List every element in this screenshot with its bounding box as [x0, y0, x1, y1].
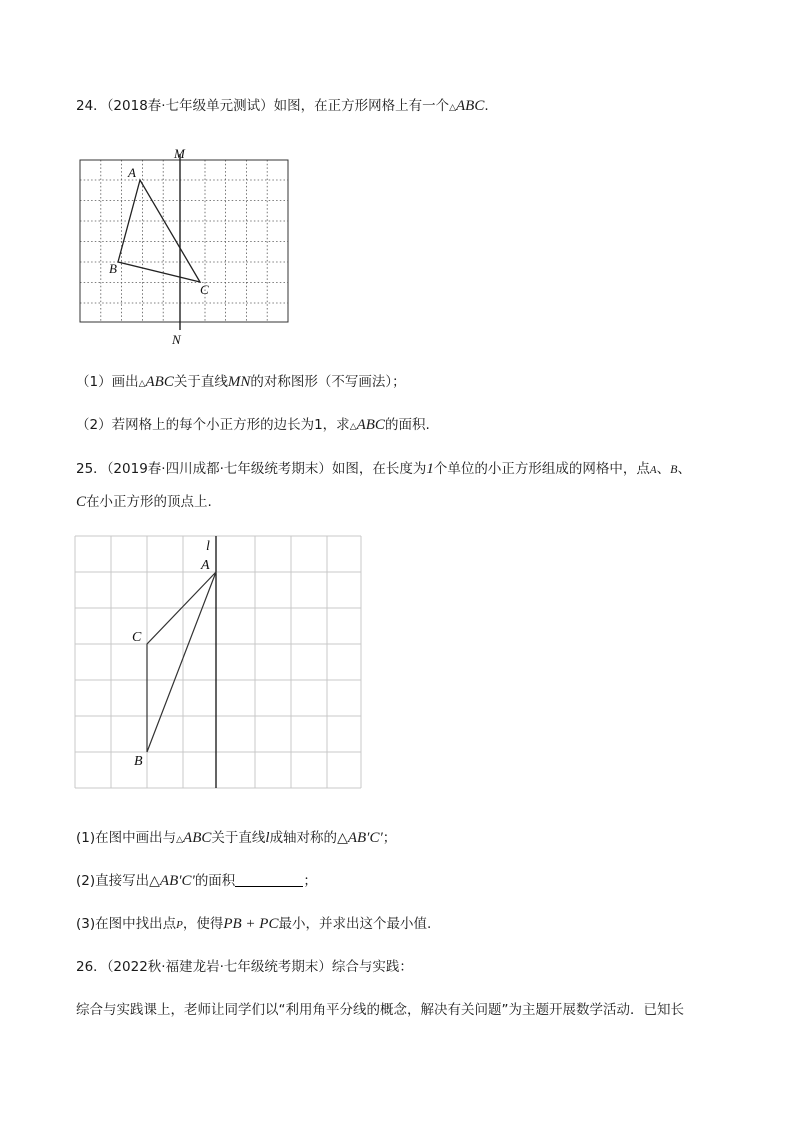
q25-p1-l: l [265, 830, 270, 846]
q25-p1-abc2: AB′C′ [347, 830, 383, 846]
q25-point-b: B [670, 462, 678, 476]
q24-part1 [76, 372, 406, 394]
q26-body: 综合与实践课上，老师让同学们以“利用角平分线的概念，解决有关问题”为主题开展数学活动．已知长 [76, 1002, 684, 1018]
q24-figure [76, 146, 296, 346]
q25-sep1: 、 [656, 461, 671, 477]
q25-point-c: C [76, 494, 87, 510]
q25-part1 [76, 828, 396, 850]
q25-p2-prefix: (2)直接写出 [76, 873, 150, 889]
q24-text: 如图，在正方形网格上有一个 [273, 98, 450, 114]
q25-grid [75, 536, 361, 788]
q25-number: 25． [76, 461, 107, 477]
q24-source: （2018春·七年级单元测试） [106, 98, 274, 114]
triangle-symbol-icon: △ [349, 422, 357, 432]
q25-text2: 个单位的小正方形组成的网格中，点 [433, 461, 650, 477]
q24-p1-prefix: （1）画出 [76, 374, 139, 390]
q25-title [76, 459, 691, 480]
q25-point-a: A [649, 464, 657, 476]
q24-end: . [484, 98, 489, 114]
q25-triangle-abc [147, 572, 216, 752]
q25-source: （2019春·四川成都·七年级统考期末） [106, 461, 332, 477]
q25-label-l: l [206, 539, 210, 554]
triangle-symbol-icon: △ [449, 103, 457, 113]
q25-title-line2 [76, 492, 212, 512]
q24-grid-border [80, 160, 288, 322]
q25-p2-abc: AB′C′ [159, 873, 195, 889]
q25-label-b: B [134, 754, 143, 769]
triangle-symbol-icon: △ [149, 873, 160, 889]
q24-label-c: C [200, 282, 209, 297]
q25-label-c: C [132, 630, 142, 645]
triangle-symbol-icon: △ [337, 830, 348, 846]
q24-part2 [76, 415, 430, 437]
q25-p3-suffix: 最小，并求出这个最小值. [278, 916, 432, 932]
q26-source: （2022秋·福建龙岩·七年级统考期末） [106, 959, 332, 975]
triangle-symbol-icon: △ [138, 379, 146, 389]
q25-p3-expr: PB + PC [223, 916, 279, 932]
q25-p1-suffix: ； [382, 830, 397, 846]
q24-p1-mn: MN [227, 374, 251, 390]
q24-abc: ABC [456, 98, 485, 114]
q24-grid [80, 160, 288, 322]
q25-one: 1 [426, 461, 434, 477]
q25-p2-suffix: ； [303, 873, 317, 889]
q24-p1-mid: 关于直线 [173, 374, 228, 390]
q26-number: 26． [76, 959, 107, 975]
q24-label-b: B [109, 261, 117, 276]
q25-p3-mid: ，使得 [182, 916, 224, 932]
q24-p2-abc: ABC [356, 417, 385, 433]
q25-p1-mid2: 成轴对称的 [269, 830, 338, 846]
q25-p1-prefix: (1)在图中画出与 [76, 830, 177, 846]
q26-title [76, 957, 413, 977]
q25-line2: 在小正方形的顶点上. [86, 494, 212, 510]
q24-p1-abc: ABC [145, 374, 174, 390]
q24-label-a: A [128, 165, 136, 180]
q25-p2-mid: 的面积 [194, 873, 236, 889]
q24-label-m: M [174, 146, 185, 161]
q24-title [76, 96, 489, 118]
q25-part3 [76, 914, 431, 935]
answer-blank[interactable] [235, 872, 303, 887]
q25-sep2: 、 [677, 461, 691, 477]
q24-p2-prefix: （2）若网格上的每个小正方形的边长为1，求 [76, 417, 350, 433]
q25-part2 [76, 871, 317, 891]
q25-figure [70, 530, 370, 800]
q25-p1-mid: 关于直线 [211, 830, 266, 846]
triangle-symbol-icon: △ [176, 835, 184, 845]
q24-triangle-abc [118, 180, 200, 282]
q24-number: 24． [76, 98, 107, 114]
q25-p3-point-p: P [176, 919, 183, 931]
q25-text1: 如图，在长度为 [331, 461, 427, 477]
q24-p1-suffix: 的对称图形（不写画法）； [250, 374, 406, 390]
q24-p2-suffix: 的面积. [384, 417, 430, 433]
q25-p3-prefix: (3)在图中找出点 [76, 916, 177, 932]
q25-p1-abc: ABC [183, 830, 212, 846]
q24-label-n: N [172, 332, 181, 346]
q26-text: 综合与实践： [331, 959, 413, 975]
q25-label-a: A [201, 558, 210, 573]
